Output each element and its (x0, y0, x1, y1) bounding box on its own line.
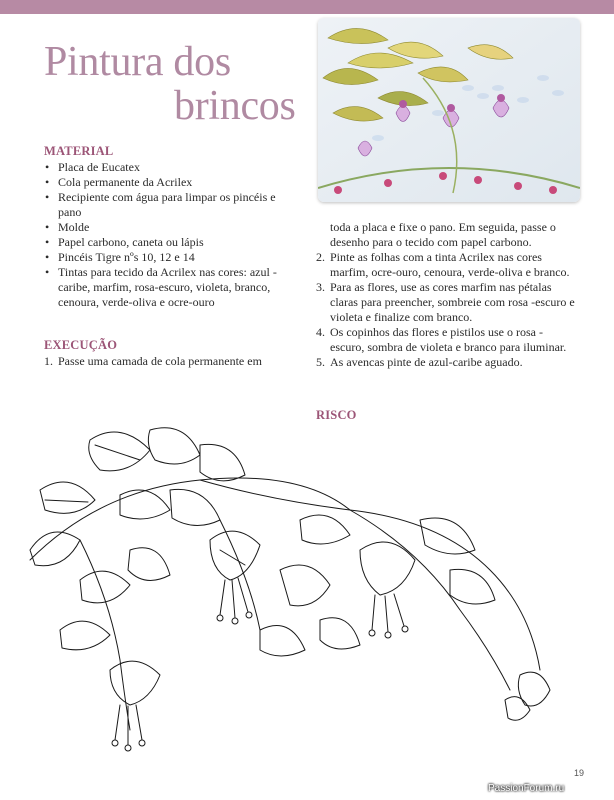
page-title (44, 40, 296, 128)
step-text: Passe uma camada de cola permanente em (58, 354, 262, 368)
step-number: 5. (316, 355, 325, 369)
execucao-heading: EXECUÇÃO (44, 338, 118, 352)
step-text: Os copinhos das flores e pistilos use o rosa -escuro, sombra de violeta e branco para iluminar. (330, 325, 567, 354)
step-text: Para as flores, use as cores marfim nas pétalas claras para preencher, sombreie com rosa -escuro e violeta e finalize com branco. (330, 280, 575, 324)
material-item: • Tintas para tecido da Acrilex nas cores: azul -caribe, marfim, rosa-escuro, violeta, branco, cenoura, verde-oliva e ocre-ouro (44, 265, 292, 310)
watermark: PassionForum.ru (488, 783, 565, 794)
step-item-5 (316, 355, 576, 370)
steps-list-start (44, 354, 292, 369)
title-line-1: Pintura dos (44, 39, 231, 85)
step-item-1-continued (316, 220, 576, 250)
step-item-4 (316, 325, 576, 355)
step-number: 3. (316, 280, 325, 294)
risco-heading: RISCO (316, 408, 357, 422)
step-number: 4. (316, 325, 325, 339)
material-item: • Recipiente com água para limpar os pincéis e pano (44, 190, 292, 220)
step-item-3 (316, 280, 576, 325)
page-number: 19 (574, 768, 585, 778)
material-item: • Molde (44, 220, 292, 235)
step-item-2 (316, 250, 576, 280)
material-item: • Papel carbono, caneta ou lápis (44, 235, 292, 250)
right-column (316, 220, 576, 370)
step-text: Pinte as folhas com a tinta Acrilex nas cores marfim, ocre-ouro, cenoura, verde-oliva e branco. (330, 250, 570, 279)
material-heading: MATERIAL (44, 144, 114, 158)
step-text: toda a placa e fixe o pano. Em seguida, passe o desenho para o tecido com papel carbono. (330, 220, 556, 249)
line-drawing-pattern (20, 400, 594, 775)
step-text: As avencas pinte de azul-caribe aguado. (330, 355, 523, 369)
material-item: • Cola permanente da Acrilex (44, 175, 292, 190)
material-item: • Pincéis Tigre nºs 10, 12 e 14 (44, 250, 292, 265)
material-item: • Placa de Eucatex (44, 160, 292, 175)
title-line-2: brincos (174, 83, 296, 129)
steps-list-continued (316, 220, 576, 370)
step-number: 1. (44, 354, 53, 368)
top-accent-bar (0, 0, 614, 14)
step-item-1 (44, 354, 292, 369)
material-list (44, 160, 292, 310)
step-number: 2. (316, 250, 325, 264)
painted-earrings-photo (318, 18, 580, 202)
left-column (44, 144, 292, 369)
